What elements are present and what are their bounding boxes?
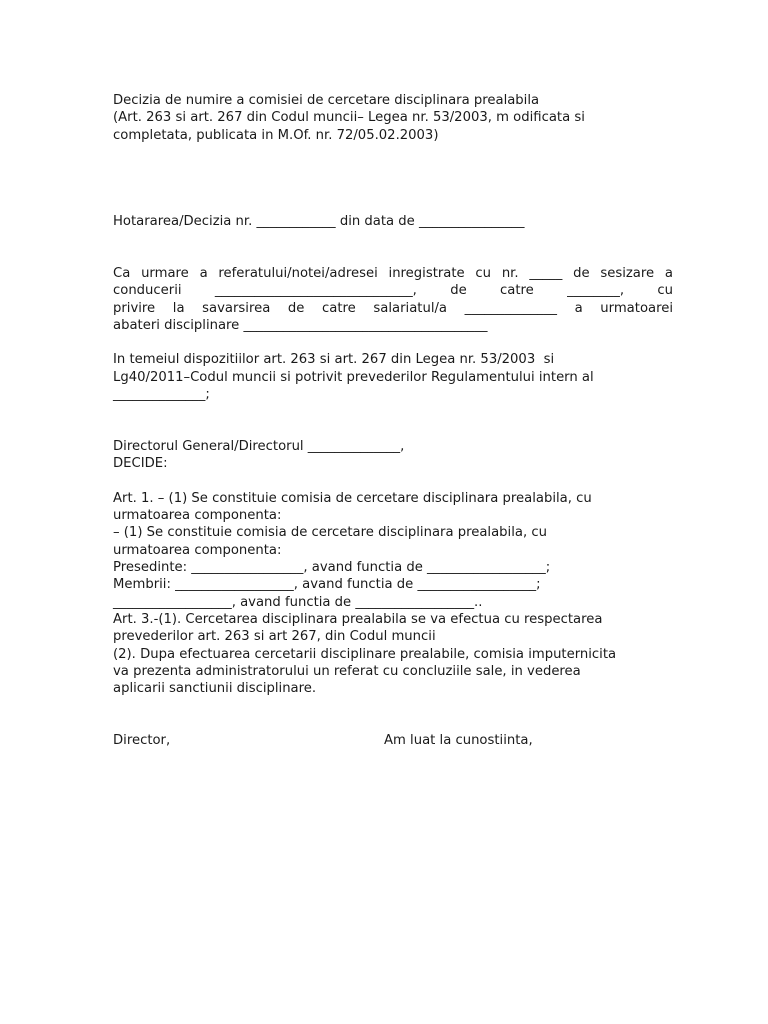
signature-acknowledged: Am luat la cunostiinta, [384, 732, 533, 748]
signature-row [113, 732, 673, 749]
art3-line-1: Art. 3.-(1). Cercetarea disciplinara prealabila se va efectua cu respectarea [113, 611, 603, 627]
member-members-line: Membrii: __________________, avand functia de __________________; [113, 577, 541, 593]
legal-basis-line-1: In temeiul dispozitiilor art. 263 si art. 267 din Legea nr. 53/2003 si [113, 352, 555, 368]
intro-line-1: Ca urmare a referatului/notei/adresei inregistrate cu nr. _____ de sesizare a [113, 265, 673, 281]
art1-line-2: urmatoarea componenta: [113, 508, 282, 524]
decision-number-line: Hotararea/Decizia nr. ____________ din data de ________________ [113, 214, 525, 230]
legal-reference-line-1: (Art. 263 si art. 267 din Codul muncii– Legea nr. 53/2003, m odificata si [113, 110, 585, 126]
intro-line-3: privire la savarsirea de catre salariatul/a ______________ a urmatoarei [113, 300, 673, 316]
art3-line-3: (2). Dupa efectuarea cercetarii disciplinare prealabile, comisia imputernicita [113, 646, 617, 662]
signature-director: Director, [113, 732, 171, 748]
art1-line-3: – (1) Se constituie comisia de cercetare disciplinara prealabila, cu [113, 525, 547, 541]
legal-basis-line-3: ______________; [113, 387, 210, 403]
document-title: Decizia de numire a comisiei de cercetare disciplinara prealabila [113, 93, 540, 108]
intro-line-4: abateri disciplinare _____________________________________ [113, 317, 488, 333]
legal-basis-line-2: Lg40/2011–Codul muncii si potrivit prevederilor Regulamentului intern al [113, 369, 594, 385]
art1-line-1: Art. 1. – (1) Se constituie comisia de cercetare disciplinara prealabila, cu [113, 490, 592, 506]
art3-line-4: va prezenta administratorului un referat cu concluziile sale, in vederea [113, 663, 581, 679]
director-line: Directorul General/Directorul ______________, [113, 438, 405, 454]
member-president-line: Presedinte: _________________, avand functia de __________________; [113, 560, 551, 576]
art3-line-5: aplicarii sanctiunii disciplinare. [113, 681, 317, 697]
decide-label: DECIDE: [113, 456, 168, 472]
art1-line-4: urmatoarea componenta: [113, 542, 282, 558]
legal-reference-line-2: completata, publicata in M.Of. nr. 72/05.02.2003) [113, 127, 439, 143]
member-extra-line: __________________, avand functia de __________________.. [113, 594, 483, 610]
intro-line-2: conducerii ______________________________, de catre ________, cu [113, 283, 673, 299]
document-page [113, 92, 673, 749]
art3-line-2: prevederilor art. 263 si art 267, din Codul muncii [113, 629, 436, 645]
